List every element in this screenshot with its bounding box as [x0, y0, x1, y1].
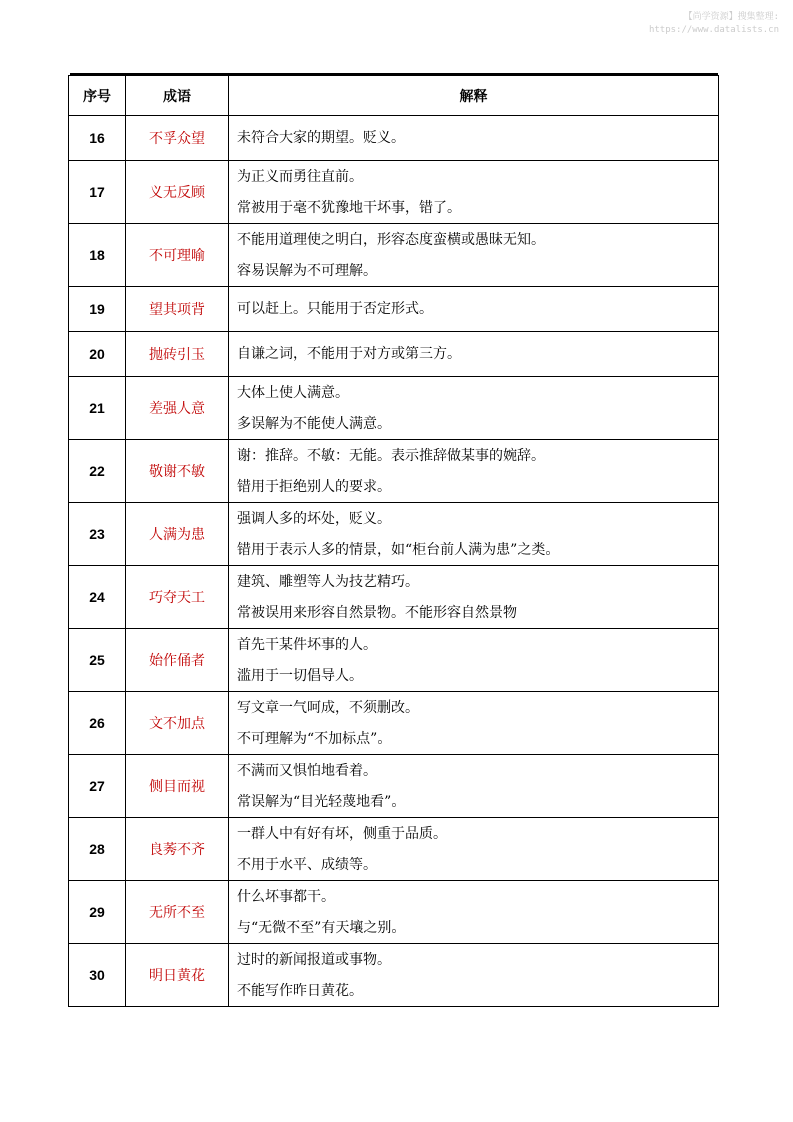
row-idiom: 敬谢不敏: [126, 440, 229, 503]
table-row: [69, 944, 719, 1007]
explanation-line: 未符合大家的期望。贬义。: [237, 130, 405, 146]
row-index: 23: [69, 503, 126, 566]
row-index: 17: [69, 161, 126, 224]
watermark: [649, 11, 779, 37]
explanation-line: 强调人多的坏处，贬义。: [237, 510, 391, 527]
table-row: [69, 755, 719, 818]
row-index: 20: [69, 332, 126, 377]
row-explanation: [229, 755, 719, 818]
row-explanation: [229, 287, 719, 332]
table-row: [69, 503, 719, 566]
row-explanation: [229, 440, 719, 503]
explanation-line: 一群人中有好有坏，侧重于品质。: [237, 825, 447, 842]
table-row: [69, 692, 719, 755]
row-explanation: [229, 332, 719, 377]
explanation-line: 不用于水平、成绩等。: [237, 856, 377, 873]
row-explanation: [229, 161, 719, 224]
table-row: [69, 377, 719, 440]
explanation-line: 首先干某件坏事的人。: [237, 636, 377, 653]
row-explanation: [229, 881, 719, 944]
idiom-table: [68, 75, 719, 1007]
explanation-line: 自谦之词，不能用于对方或第三方。: [237, 346, 461, 362]
header-idiom: 成语: [126, 76, 229, 116]
row-idiom: 不孚众望: [126, 116, 229, 161]
explanation-line: 写文章一气呵成，不须删改。: [237, 699, 419, 716]
table-row: [69, 629, 719, 692]
table-row: [69, 818, 719, 881]
watermark-line-1: 【尚学资源】搜集整理:: [683, 12, 779, 22]
row-explanation: [229, 224, 719, 287]
table-row: [69, 881, 719, 944]
row-index: 18: [69, 224, 126, 287]
row-idiom: 明日黄花: [126, 944, 229, 1007]
table-row: [69, 287, 719, 332]
explanation-line: 大体上使人满意。: [237, 384, 349, 401]
row-explanation: [229, 377, 719, 440]
table-header-row: [69, 76, 719, 116]
explanation-line: 过时的新闻报道或事物。: [237, 951, 391, 968]
explanation-line: 不能写作昨日黄花。: [237, 982, 363, 999]
row-idiom: 义无反顾: [126, 161, 229, 224]
table-row: [69, 224, 719, 287]
row-explanation: [229, 944, 719, 1007]
explanation-line: 容易误解为不可理解。: [237, 262, 377, 279]
explanation-line: 多误解为不能使人满意。: [237, 415, 391, 432]
table-row: [69, 116, 719, 161]
row-index: 24: [69, 566, 126, 629]
header-explanation: 解释: [229, 76, 719, 116]
row-idiom: 差强人意: [126, 377, 229, 440]
row-explanation: [229, 818, 719, 881]
explanation-line: 不可理解为“不加标点”。: [237, 730, 392, 747]
row-idiom: 良莠不齐: [126, 818, 229, 881]
explanation-line: 谢：推辞。不敏：无能。表示推辞做某事的婉辞。: [237, 447, 545, 464]
explanation-line: 可以赶上。只能用于否定形式。: [237, 301, 433, 317]
row-index: 21: [69, 377, 126, 440]
row-index: 16: [69, 116, 126, 161]
row-idiom: 不可理喻: [126, 224, 229, 287]
row-explanation: [229, 503, 719, 566]
table-row: [69, 440, 719, 503]
row-index: 29: [69, 881, 126, 944]
table-row: [69, 332, 719, 377]
row-index: 28: [69, 818, 126, 881]
explanation-line: 什么坏事都干。: [237, 888, 335, 905]
row-idiom: 始作俑者: [126, 629, 229, 692]
explanation-line: 不能用道理使之明白，形容态度蛮横或愚昧无知。: [237, 231, 545, 248]
row-index: 22: [69, 440, 126, 503]
row-idiom: 抛砖引玉: [126, 332, 229, 377]
explanation-line: 错用于拒绝别人的要求。: [237, 478, 391, 495]
row-idiom: 无所不至: [126, 881, 229, 944]
explanation-line: 滥用于一切倡导人。: [237, 667, 363, 684]
explanation-line: 建筑、雕塑等人为技艺精巧。: [237, 573, 419, 590]
row-index: 26: [69, 692, 126, 755]
row-idiom: 侧目而视: [126, 755, 229, 818]
row-explanation: [229, 692, 719, 755]
row-idiom: 人满为患: [126, 503, 229, 566]
explanation-line: 错用于表示人多的情景，如“柜台前人满为患”之类。: [237, 541, 560, 558]
row-idiom: 巧夺天工: [126, 566, 229, 629]
row-explanation: [229, 116, 719, 161]
row-index: 25: [69, 629, 126, 692]
row-idiom: 望其项背: [126, 287, 229, 332]
explanation-line: 常误解为“目光轻蔑地看”。: [237, 793, 406, 810]
row-idiom: 文不加点: [126, 692, 229, 755]
explanation-line: 与“无微不至”有天壤之别。: [237, 919, 406, 936]
explanation-line: 常被用于毫不犹豫地干坏事，错了。: [237, 199, 461, 216]
row-explanation: [229, 566, 719, 629]
table-row: [69, 161, 719, 224]
explanation-line: 常被误用来形容自然景物。不能形容自然景物: [237, 604, 517, 621]
table-row: [69, 566, 719, 629]
header-index: 序号: [69, 76, 126, 116]
watermark-line-2: https://www.datalists.cn: [648, 25, 779, 35]
row-index: 19: [69, 287, 126, 332]
row-explanation: [229, 629, 719, 692]
row-index: 27: [69, 755, 126, 818]
explanation-line: 为正义而勇往直前。: [237, 168, 363, 185]
row-index: 30: [69, 944, 126, 1007]
explanation-line: 不满而又惧怕地看着。: [237, 762, 377, 779]
